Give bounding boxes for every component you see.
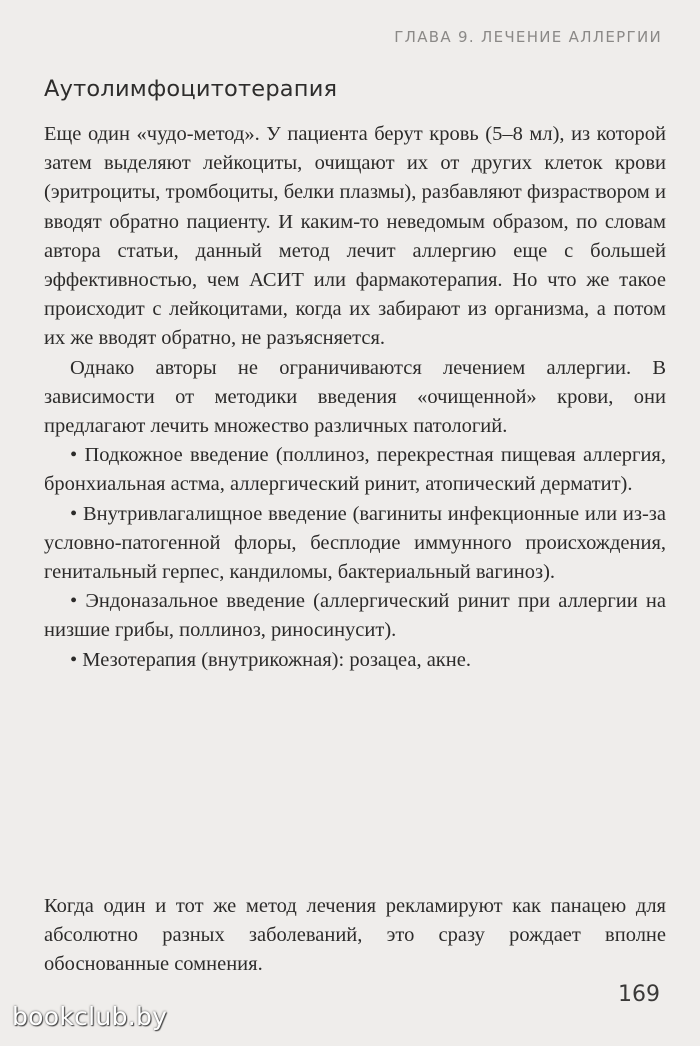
list-item-mesotherapy: • Мезотерапия (внутрикожная): розацеа, акне. (70, 648, 471, 671)
closing-text: Когда один и тот же метод лечения рекламируют как панацею для абсолютно разных заболеваний, это сразу рождает вполне обоснованные сомнения. (44, 895, 666, 976)
page-number: 169 (618, 982, 660, 1007)
section-title: Аутолимфоцитотерапия (44, 76, 338, 102)
list-item-intravaginal: • Внутривлагалищное введение (вагиниты инфекционные или из-за условно-патогенной флоры, бесплодие иммунного происхождения, генитальный герпес, кандиломы, бактериальный вагиноз). (44, 502, 666, 584)
main-text (44, 120, 666, 675)
list-item-endonasal: • Эндоназальное введение (аллергический ринит при аллергии на низшие грибы, поллиноз, риносинусит). (44, 590, 666, 642)
watermark-logo: bookclub.by (12, 1002, 168, 1031)
paragraph-scope: Однако авторы не ограничиваются лечением аллергии. В зависимости от методики введения «очищенной» крови, они предлагают лечить множество различных патологий. (44, 356, 666, 438)
list-item-subcutaneous: • Подкожное введение (поллиноз, перекрестная пищевая аллергия, бронхиальная астма, аллергический ринит, атопический дерматит). (44, 444, 666, 496)
running-head: ГЛАВА 9. ЛЕЧЕНИЕ АЛЛЕРГИИ (394, 28, 662, 46)
paragraph-intro: Еще один «чудо-метод». У пациента берут кровь (5–8 мл), из которой затем выделяют лейкоциты, очищают их от других клеток крови (эритроциты, тромбоциты, белки плазмы), разбавляют физраствором и вводят обратно пациенту. И каким-то неведомым образом, по словам автора статьи, данный метод лечит аллергию еще с большей эффективностью, чем АСИТ или фармакотерапия. Но что же такое происходит с лейкоцитами, когда их забирают из организма, а потом их же вводят обратно, не разъясняется. (44, 123, 666, 350)
closing-paragraph (44, 892, 666, 980)
